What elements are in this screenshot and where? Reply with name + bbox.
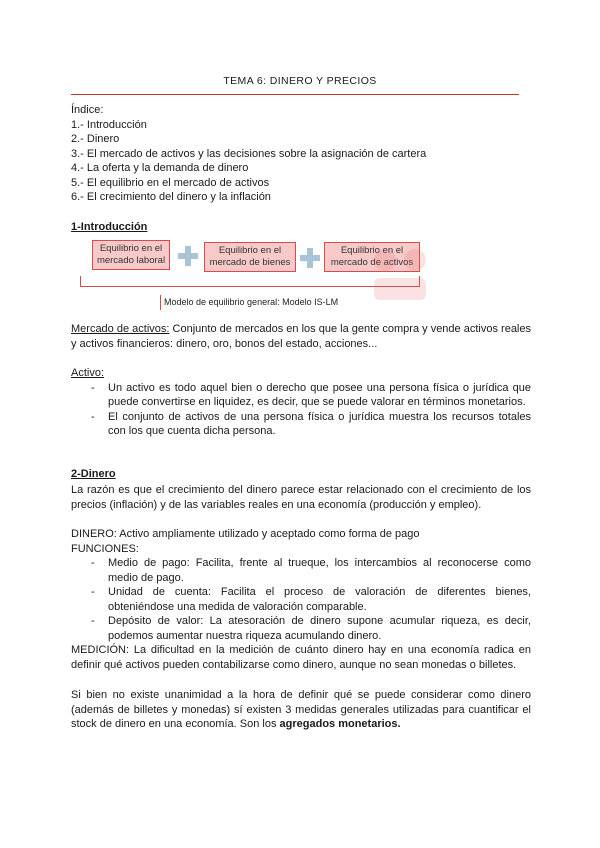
activo-list (71, 381, 531, 439)
agregados-paragraph (71, 688, 531, 732)
medicion-paragraph: MEDICIÓN: La dificultad en la medición de cuánto dinero hay en una economía radica en definir qué activos pueden contabilizarse como dinero, aunque no sean monedas o billetes. (71, 644, 531, 671)
activo-section (71, 366, 531, 439)
box-line: Equilibrio en el (340, 245, 404, 256)
diagram-label: Modelo de equilibrio general: Modelo IS-LM (160, 295, 338, 310)
plus-icon (178, 246, 198, 266)
box-line: Equilibrio en el (99, 243, 163, 254)
index-item: 6.- El crecimiento del dinero y la inflación (71, 191, 271, 203)
index-item: 2.- Dinero (71, 133, 120, 145)
mercado-activos-term: Mercado de activos: (71, 323, 170, 335)
funciones-list (71, 556, 531, 643)
title-underline (71, 94, 519, 95)
list-item: - Unidad de cuenta: Facilita el proceso de valoración de diferentes bienes, obteniéndose una medida de valoración comparable. (71, 585, 531, 614)
index-item: 3.- El mercado de activos y las decisiones sobre la asignación de cartera (71, 147, 427, 160)
list-item: - Medio de pago: Facilita, frente al trueque, los intercambios al reconocerse como medio de pago. (71, 556, 531, 585)
list-item: - Un activo es todo aquel bien o derecho que posee una persona física o jurídica que puede convertirse en liquidez, es decir, que se puede valorar en términos monetarios. (71, 381, 531, 410)
index-section (71, 103, 531, 205)
index-item: 1.- Introducción (71, 118, 147, 131)
section-heading-dinero: 2-Dinero (71, 468, 116, 480)
plus-icon (300, 248, 320, 268)
index-heading: Índice: (71, 104, 104, 116)
agregados-bold: agregados monetarios. (279, 718, 401, 730)
list-item: - Depósito de valor: La atesoración de dinero supone acumular riqueza, es decir, podemos aumentar nuestra riqueza acumulando dinero. (71, 614, 531, 643)
box-mercado-laboral (92, 240, 170, 270)
index-item: 4.- La oferta y la demanda de dinero (71, 162, 249, 174)
mercado-activos-definition: Conjunto de mercados en los que la gente compra y vende activos reales y activos financieros: dinero, oro, bonos del estado, acciones... (71, 323, 531, 350)
box-line: mercado de bienes (209, 257, 291, 268)
page-title: TEMA 6: DINERO Y PRECIOS (223, 75, 377, 87)
watermark-icon (371, 246, 429, 304)
box-line: mercado de activos (330, 257, 414, 268)
activo-heading: Activo: (71, 367, 105, 379)
dinero-definition: DINERO: Activo ampliamente utilizado y aceptado como forma de pago (71, 528, 420, 540)
funciones-heading: FUNCIONES: (71, 543, 139, 555)
section-heading-introduccion: 1-Introducción (71, 221, 148, 233)
dinero-intro: La razón es que el crecimiento del dinero parece estar relacionado con el crecimiento de los precios (inflación) y de las variables reales en una economía (producción y empleo). (71, 484, 531, 511)
agregados-text: Si bien no existe unanimidad a la hora de definir qué se puede considerar como dinero (además de billetes y monedas) sí existen 3 medidas generales utilizadas para cuantificar el stock de dinero en una economía. Son los (71, 689, 531, 730)
mercado-activos-paragraph (71, 322, 531, 351)
index-item: 5.- El equilibrio en el mercado de activos (71, 176, 270, 189)
box-line: Equilibrio en el (218, 245, 282, 256)
diagram-brace (80, 276, 420, 287)
list-item: - El conjunto de activos de una persona física o jurídica muestra los recursos totales con los que cuenta dicha persona. (71, 410, 531, 439)
funciones-section (71, 556, 531, 643)
box-mercado-bienes (204, 242, 296, 272)
box-line: mercado laboral (96, 255, 166, 266)
